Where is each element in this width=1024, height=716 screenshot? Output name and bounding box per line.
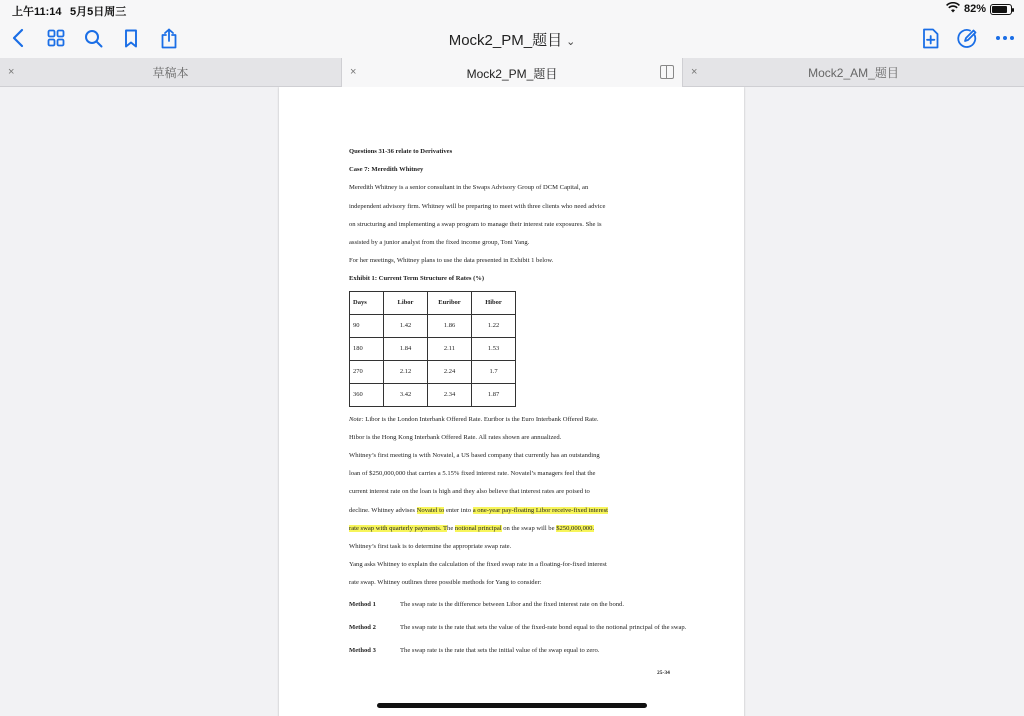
status-date: 5月5日周三 <box>70 6 127 18</box>
toolbar <box>0 18 1024 58</box>
table-header-cell: Days <box>350 291 384 314</box>
table-cell: 1.84 <box>384 337 428 360</box>
table-cell: 90 <box>350 314 384 337</box>
table-cell: 180 <box>350 337 384 360</box>
table-cell: 270 <box>350 360 384 383</box>
table-cell: 2.24 <box>428 360 472 383</box>
status-time: 上午11:14 <box>12 6 62 18</box>
table-cell: 360 <box>350 383 384 406</box>
chevron-down-icon: ⌄ <box>566 36 576 48</box>
table-cell: 1.53 <box>472 337 516 360</box>
method-label: Method 2 <box>349 623 376 631</box>
table-cell: 2.11 <box>428 337 472 360</box>
table-header-cell: Euribor <box>428 291 472 314</box>
table-row <box>350 360 516 383</box>
status-bar <box>0 0 1024 18</box>
text-span: on the swap will be <box>501 524 557 532</box>
paragraph-line: assisted by a junior analyst from the fixed income group, Toni Yang. <box>349 239 530 247</box>
document-title: Mock2_PM_题目 <box>448 32 563 49</box>
paragraph-line: on structuring and implementing a swap program to manage their interest rate exposures. She is <box>349 220 602 228</box>
table-cell: 2.12 <box>384 360 428 383</box>
add-page-icon[interactable] <box>918 26 942 50</box>
table-header-cell: Libor <box>384 291 428 314</box>
method-label: Method 1 <box>349 600 376 608</box>
table-note <box>349 411 739 429</box>
highlight-span[interactable]: notional principal <box>454 524 502 532</box>
table-row <box>350 337 516 360</box>
document-canvas[interactable] <box>0 87 1024 716</box>
table-header-cell: Hibor <box>472 291 516 314</box>
note-label: Note: <box>349 415 364 423</box>
rates-table <box>349 291 516 407</box>
text-span: enter into <box>444 506 473 514</box>
method-text: The swap rate is the rate that sets the initial value of the swap equal to zero. <box>400 646 600 654</box>
status-right <box>946 2 1012 16</box>
split-view-icon[interactable] <box>660 65 674 79</box>
paragraph-line: rate swap. Whitney outlines three possible methods for Yang to consider: <box>349 579 542 587</box>
tab-scratchpad[interactable] <box>0 58 341 87</box>
document-title-menu[interactable] <box>0 29 1024 50</box>
paragraph-line: Whitney’s first meeting is with Novatel, a US based company that currently has an outstanding <box>349 452 600 460</box>
table-cell: 1.7 <box>472 360 516 383</box>
highlight-span[interactable]: Novatel to <box>416 506 445 514</box>
method-row <box>349 593 739 616</box>
table-cell: 1.42 <box>384 314 428 337</box>
highlighted-line <box>349 520 739 538</box>
battery-icon <box>990 4 1012 15</box>
table-cell: 1.87 <box>472 383 516 406</box>
exhibit-title: Exhibit 1: Current Term Structure of Rates (%) <box>349 275 485 283</box>
more-icon[interactable] <box>993 26 1017 50</box>
paragraph-line: Yang asks Whitney to explain the calculation of the fixed swap rate in a floating-for-fixed interest <box>349 561 607 569</box>
paragraph-line: current interest rate on the loan is high and they also believe that interest rates are poised to <box>349 488 590 496</box>
table-cell: 1.86 <box>428 314 472 337</box>
battery-percent: 82% <box>963 3 986 15</box>
tab-bar <box>0 58 1024 87</box>
table-row <box>350 383 516 406</box>
page-number: 25-34 <box>657 670 670 676</box>
highlight-span[interactable]: a one-year pay-floating Libor receive-fixed interest <box>472 506 608 514</box>
home-indicator[interactable] <box>377 703 647 708</box>
paragraph-line: Hibor is the Hong Kong Interbank Offered Rate. All rates shown are annualized. <box>349 433 562 441</box>
table-cell: 2.34 <box>428 383 472 406</box>
table-cell: 1.22 <box>472 314 516 337</box>
highlight-span[interactable]: rate swap with quarterly payments. T <box>349 524 448 532</box>
page-content <box>349 143 739 662</box>
text-span: decline. Whitney advises <box>349 506 417 514</box>
document-page[interactable] <box>279 87 744 716</box>
table-row <box>350 314 516 337</box>
tab-label: 草稿本 <box>152 66 189 80</box>
pen-circle-icon[interactable] <box>955 26 979 50</box>
table-cell: 3.42 <box>384 383 428 406</box>
paragraph-line: loan of $250,000,000 that carries a 5.15% fixed interest rate. Novatel’s managers feel that the <box>349 470 596 478</box>
table-header-row <box>350 291 516 314</box>
section-heading: Questions 31-36 relate to Derivatives <box>349 148 453 155</box>
method-text: The swap rate is the difference between Libor and the fixed interest rate on the bond. <box>400 600 624 608</box>
close-icon[interactable]: × <box>350 66 357 78</box>
paragraph-line: For her meetings, Whitney plans to use the data presented in Exhibit 1 below. <box>349 257 554 265</box>
paragraph-line: independent advisory firm. Whitney will be preparing to meet with three clients who need advice <box>349 202 606 210</box>
wifi-icon <box>946 2 960 16</box>
text-span: he <box>447 524 455 532</box>
method-label: Method 3 <box>349 646 376 654</box>
tab-mock2-am[interactable] <box>683 58 1024 87</box>
highlight-span[interactable]: $250,000,000. <box>556 524 595 532</box>
tab-label: Mock2_PM_题目 <box>466 66 558 81</box>
method-row <box>349 616 739 639</box>
paragraph-line: Whitney’s first task is to determine the appropriate swap rate. <box>349 543 512 551</box>
note-text: Libor is the London Interbank Offered Rate. Euribor is the Euro Interbank Offered Rate. <box>363 415 599 423</box>
method-text: The swap rate is the rate that sets the value of the fixed-rate bond equal to the notional principal of the swap. <box>400 623 687 631</box>
case-title: Case 7: Meredith Whitney <box>349 166 424 174</box>
tab-mock2-pm[interactable] <box>341 58 683 88</box>
tab-label: Mock2_AM_题目 <box>808 66 899 80</box>
paragraph-line: Meredith Whitney is a senior consultant in the Swaps Advisory Group of DCM Capital, an <box>349 184 589 192</box>
close-icon[interactable]: × <box>691 66 698 78</box>
close-icon[interactable]: × <box>8 66 15 78</box>
highlighted-line <box>349 502 739 520</box>
method-row <box>349 639 739 662</box>
